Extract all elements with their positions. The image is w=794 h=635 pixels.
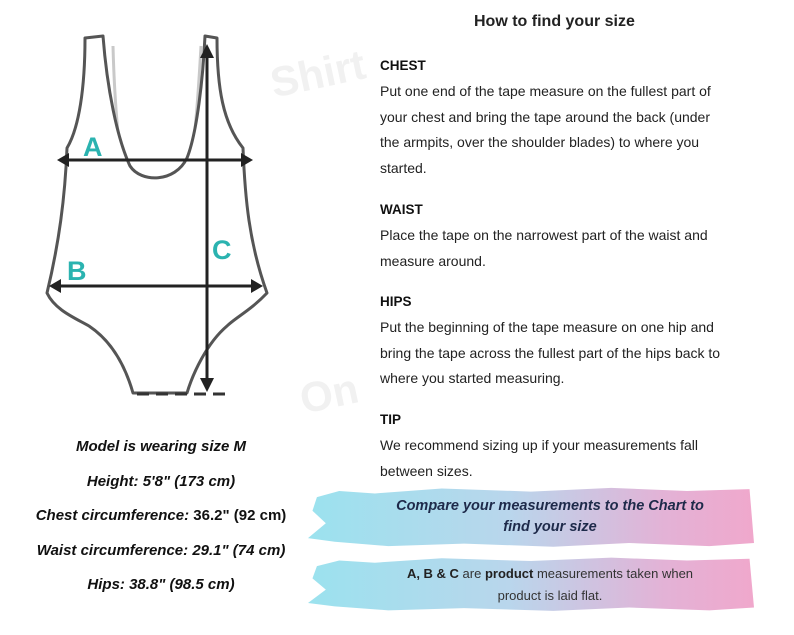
model-chest-value: 36.2" (92 cm) (193, 507, 287, 524)
chest-arrow-left-head (57, 153, 69, 167)
model-hips (0, 568, 322, 603)
model-size: Model is wearing size M (75, 438, 247, 455)
model-chest-label: Chest circumference: (35, 507, 190, 524)
note-are: are (458, 566, 485, 581)
note-line1 (380, 563, 720, 585)
note-abc: A, B & C (406, 566, 459, 581)
tip-heading: TIP (380, 412, 402, 427)
label-c: C (212, 235, 232, 265)
cta-text (360, 496, 740, 538)
waist-section (380, 202, 730, 274)
bodysuit-measurement-diagram (35, 28, 275, 403)
model-height-value: 5'8" (173 cm) (142, 472, 236, 490)
chest-text: Put one end of the tape measure on the fullest part of your chest and bring the tape around the back (under the armpits, over the shoulder blades) to where you started. (380, 83, 711, 176)
waist-text: Place the tape on the narrowest part of the waist and measure around. (380, 227, 708, 269)
tip-section (380, 412, 730, 484)
hips-text: Put the beginning of the tape measure on one hip and bring the tape across the fullest part of the hips back to where you started measuring. (380, 319, 721, 386)
waist-heading: WAIST (380, 202, 423, 217)
cta-line1: Compare your measurements to the Chart to (396, 498, 704, 514)
model-hips-label: Hips: (87, 576, 125, 593)
model-chest (0, 499, 322, 534)
watermark-text: Shirt (266, 40, 370, 107)
note-text (380, 563, 720, 607)
note-product: product (484, 566, 534, 581)
label-b: B (67, 256, 87, 286)
hips-heading: HIPS (380, 294, 412, 309)
model-height (0, 465, 322, 500)
model-height-label: Height: (86, 472, 139, 490)
hips-section (380, 294, 730, 392)
left-column (0, 0, 330, 635)
model-waist-label: Waist circumference: (36, 541, 189, 559)
tip-text: We recommend sizing up if your measurements fall between sizes. (380, 437, 698, 479)
watermark-text: On (295, 364, 363, 423)
chest-section (380, 58, 730, 181)
note-line2: product is laid flat. (497, 588, 603, 603)
length-arrow-bottom-head (200, 378, 214, 392)
model-waist-value: 29.1" (74 cm) (192, 541, 286, 559)
cta-line2: find your size (503, 519, 597, 535)
model-hips-value: 38.8" (98.5 cm) (129, 576, 235, 593)
chest-arrow-right-head (241, 153, 253, 167)
note-rest: measurements taken when (533, 566, 694, 581)
chest-heading: CHEST (380, 58, 426, 73)
model-waist (0, 534, 322, 569)
guide-title: How to find your size (474, 13, 635, 30)
bodysuit-outline-icon (47, 36, 267, 393)
model-info (0, 430, 322, 603)
label-a: A (83, 132, 103, 162)
